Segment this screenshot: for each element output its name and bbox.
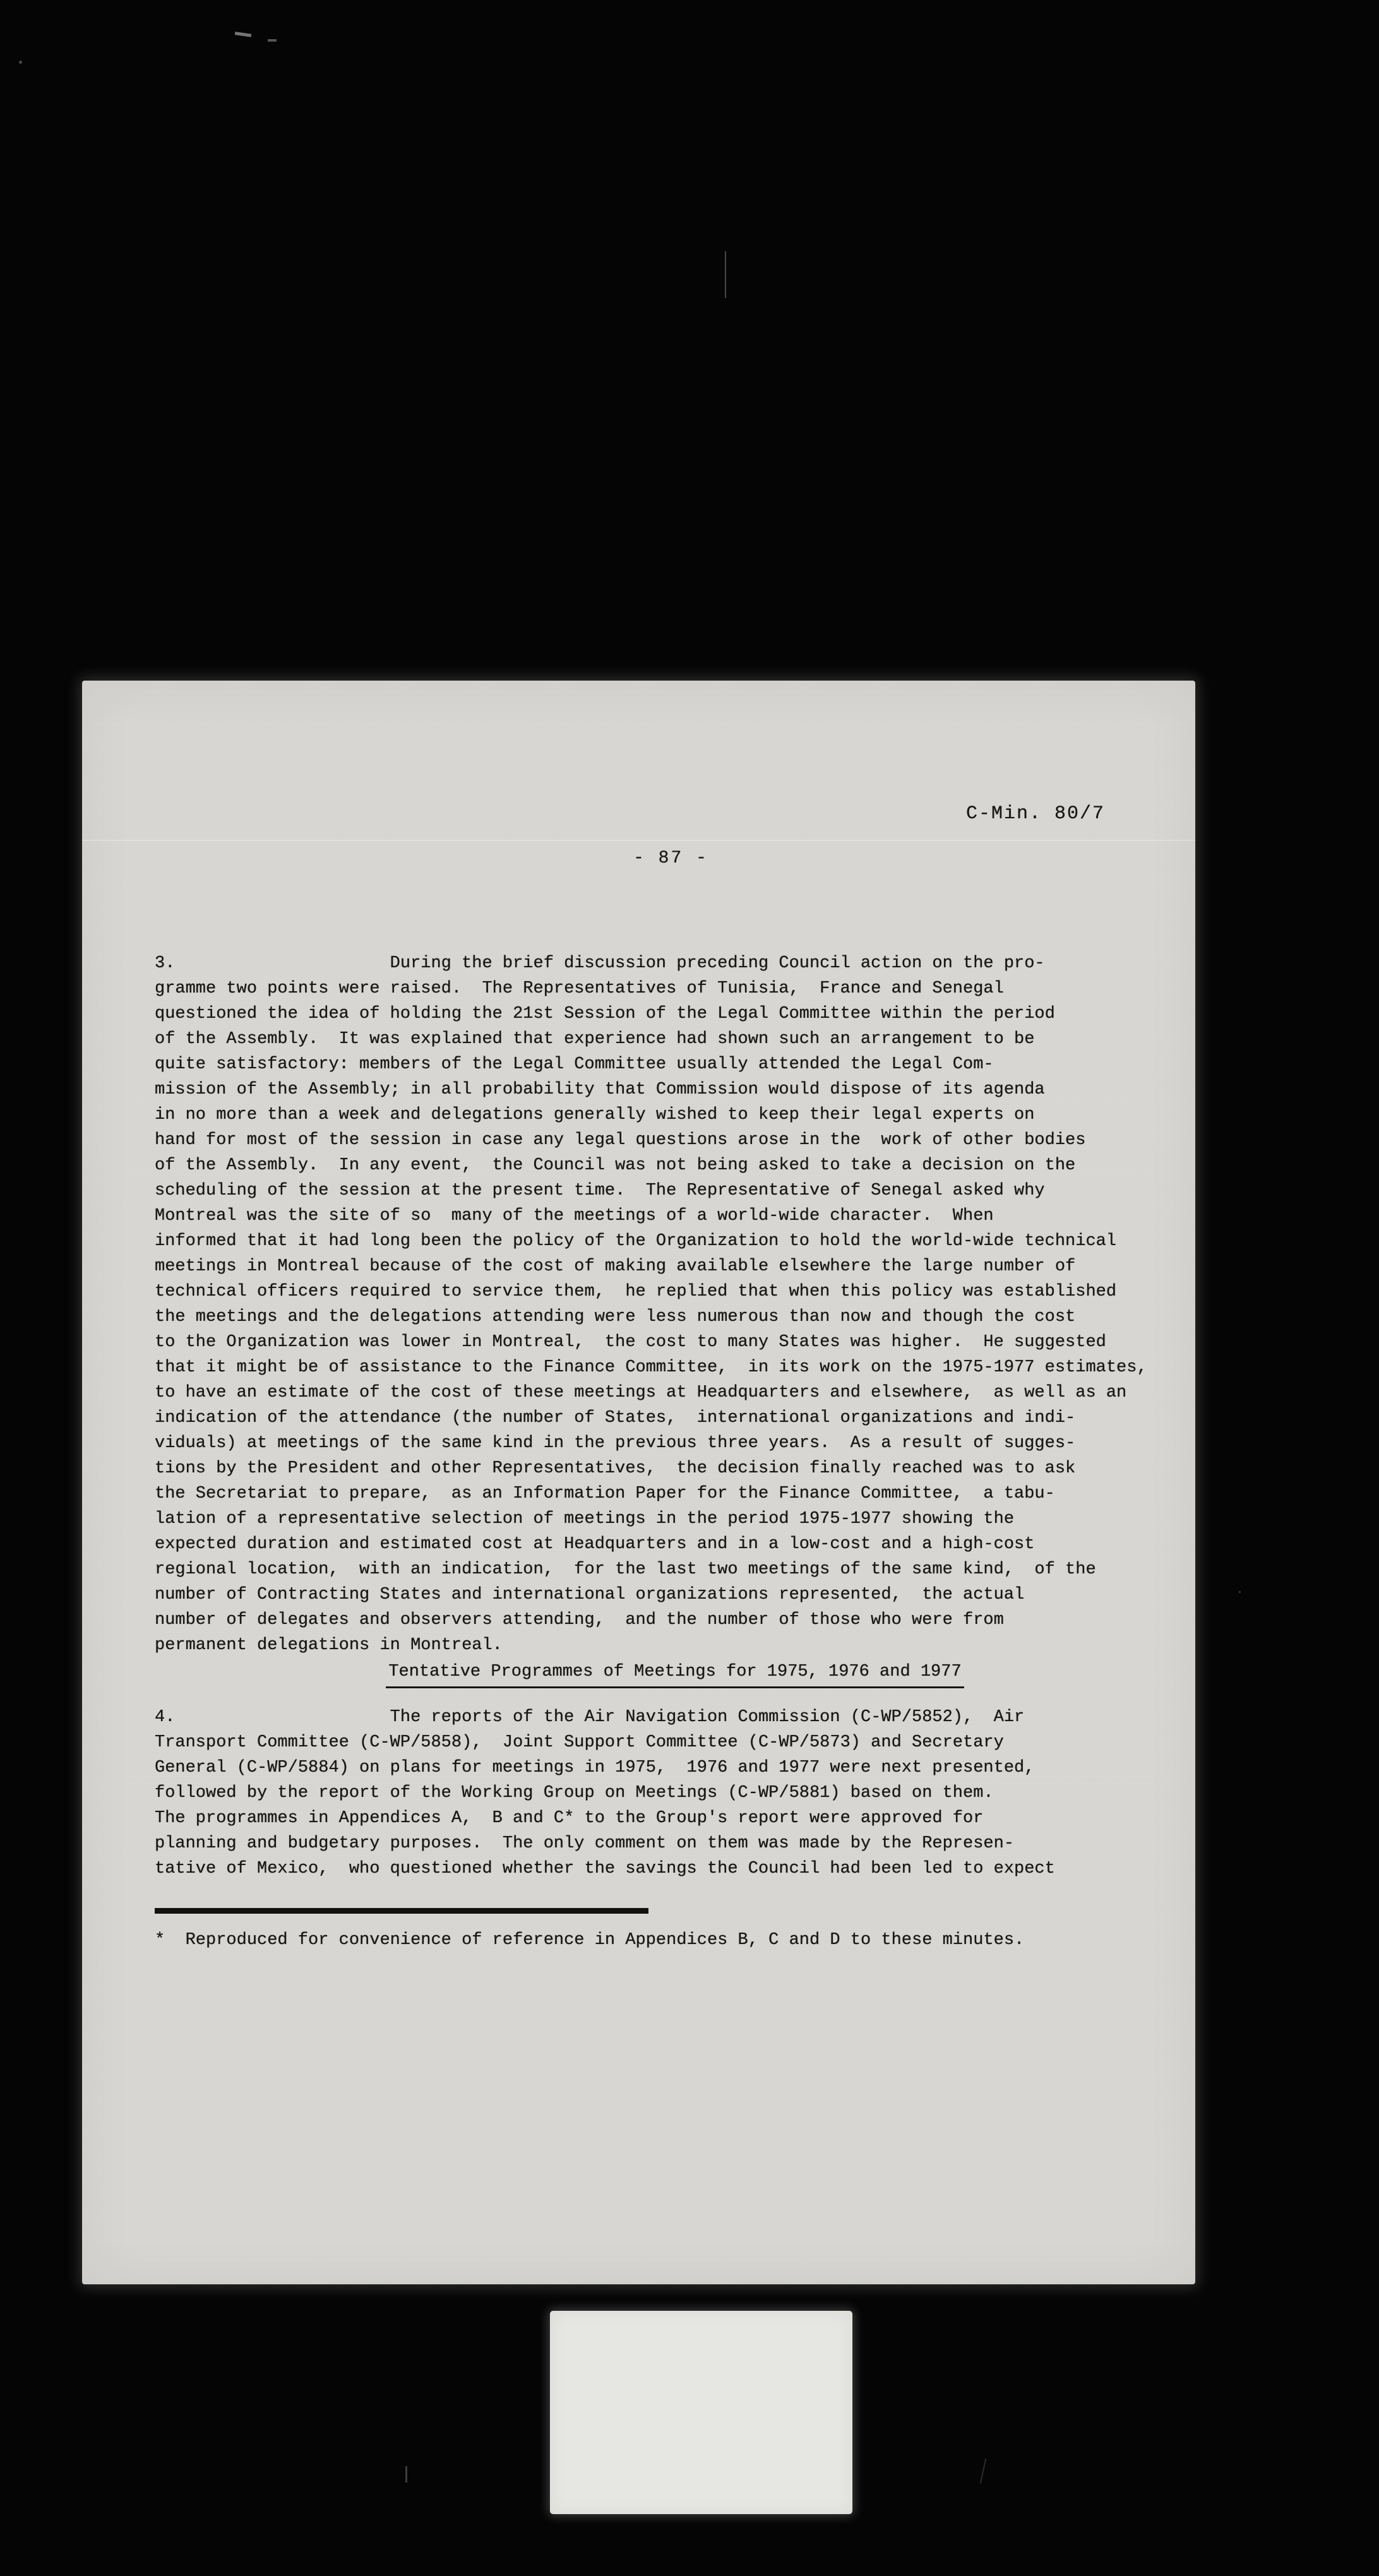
text-line: indication of the attendance (the number of States, international organizations and indi-: [155, 1409, 1076, 1428]
film-artifact: [980, 2459, 986, 2484]
section-heading-row: [155, 1659, 1195, 1688]
text-line: Transport Committee (C-WP/5858), Joint Support Committee (C-WP/5873) and Secretary: [155, 1733, 1004, 1752]
text-line: gramme two points were raised. The Representatives of Tunisia, France and Senegal: [155, 979, 1004, 998]
text-line: hand for most of the session in case any legal questions arose in the work of other bodies: [155, 1131, 1086, 1150]
text-line: quite satisfactory: members of the Legal Committee usually attended the Legal Com-: [155, 1055, 994, 1074]
text-line: scheduling of the session at the present time. The Representative of Senegal asked why: [155, 1181, 1045, 1200]
text-line: number of Contracting States and international organizations represented, the actual: [155, 1585, 1025, 1604]
text-line: Montreal was the site of so many of the meetings of a world-wide character. When: [155, 1207, 994, 1225]
text-line: permanent delegations in Montreal.: [155, 1636, 503, 1655]
text-line: technical officers required to service them, he replied that when this policy was established: [155, 1282, 1117, 1301]
text-line: The programmes in Appendices A, B and C* to the Group's report were approved for: [155, 1809, 984, 1828]
text-line: to have an estimate of the cost of these meetings at Headquarters and elsewhere, as well as an: [155, 1383, 1127, 1402]
film-artifact: [268, 39, 277, 42]
text-line: of the Assembly. In any event, the Council was not being asked to take a decision on the: [155, 1156, 1076, 1175]
text-line: the Secretariat to prepare, as an Information Paper for the Finance Committee, a tabu-: [155, 1484, 1055, 1503]
text-line: in no more than a week and delegations generally wished to keep their legal experts on: [155, 1106, 1035, 1124]
document-page: [82, 681, 1195, 2284]
paragraph-3: [155, 951, 1195, 1658]
text-line: meetings in Montreal because of the cost of making available elsewhere the large number of: [155, 1257, 1076, 1276]
text-line: General (C-WP/5884) on plans for meetings in 1975, 1976 and 1977 were next presented,: [155, 1758, 1035, 1777]
section-heading: Tentative Programmes of Meetings for 1975, 1976 and 1977: [386, 1659, 964, 1688]
text-line: number of delegates and observers attending, and the number of those who were from: [155, 1611, 1004, 1630]
footnote: * Reproduced for convenience of reference in Appendices B, C and D to these minutes.: [155, 1931, 1025, 1950]
text-line: 3. During the brief discussion preceding Council action on the pro-: [155, 954, 1045, 973]
text-line: 4. The reports of the Air Navigation Commission (C-WP/5852), Air: [155, 1708, 1025, 1727]
scan-line-artifact: [82, 840, 1195, 841]
text-line: tative of Mexico, who questioned whether the savings the Council had been led to expect: [155, 1859, 1055, 1878]
text-line: viduals) at meetings of the same kind in the previous three years. As a result of sugges-: [155, 1434, 1076, 1453]
text-line: tions by the President and other Representatives, the decision finally reached was to ask: [155, 1459, 1076, 1478]
paragraph-4: [155, 1705, 1195, 1881]
film-artifact: [19, 61, 22, 64]
film-artifact: [725, 251, 726, 298]
text-line: of the Assembly. It was explained that experience had shown such an arrangement to be: [155, 1030, 1035, 1049]
footnote-rule: [155, 1908, 648, 1914]
text-line: questioned the idea of holding the 21st Session of the Legal Committee within the period: [155, 1005, 1055, 1023]
text-line: the meetings and the delegations attending were less numerous than now and though the cost: [155, 1308, 1076, 1327]
text-line: followed by the report of the Working Group on Meetings (C-WP/5881) based on them.: [155, 1784, 994, 1803]
film-artifact: [235, 32, 251, 37]
text-line: to the Organization was lower in Montreal, the cost to many States was higher. He suggested: [155, 1333, 1106, 1352]
text-line: regional location, with an indication, for the last two meetings of the same kind, of the: [155, 1560, 1096, 1579]
text-line: mission of the Assembly; in all probability that Commission would dispose of its agenda: [155, 1080, 1045, 1099]
text-line: informed that it had long been the policy of the Organization to hold the world-wide technical: [155, 1232, 1117, 1251]
film-frame-gap: [550, 2311, 852, 2514]
text-line: lation of a representative selection of meetings in the period 1975-1977 showing the: [155, 1510, 1015, 1529]
page-body: [155, 951, 1195, 1953]
text-line: planning and budgetary purposes. The only comment on them was made by the Represen-: [155, 1834, 1015, 1853]
film-artifact: [1239, 1591, 1241, 1593]
text-line: expected duration and estimated cost at Headquarters and in a low-cost and a high-cost: [155, 1535, 1035, 1554]
text-line: that it might be of assistance to the Finance Committee, in its work on the 1975-1977 estimates,: [155, 1358, 1147, 1377]
film-artifact: [405, 2466, 407, 2483]
page-number: - 87 -: [633, 849, 708, 868]
document-reference: C-Min. 80/7: [966, 803, 1106, 825]
